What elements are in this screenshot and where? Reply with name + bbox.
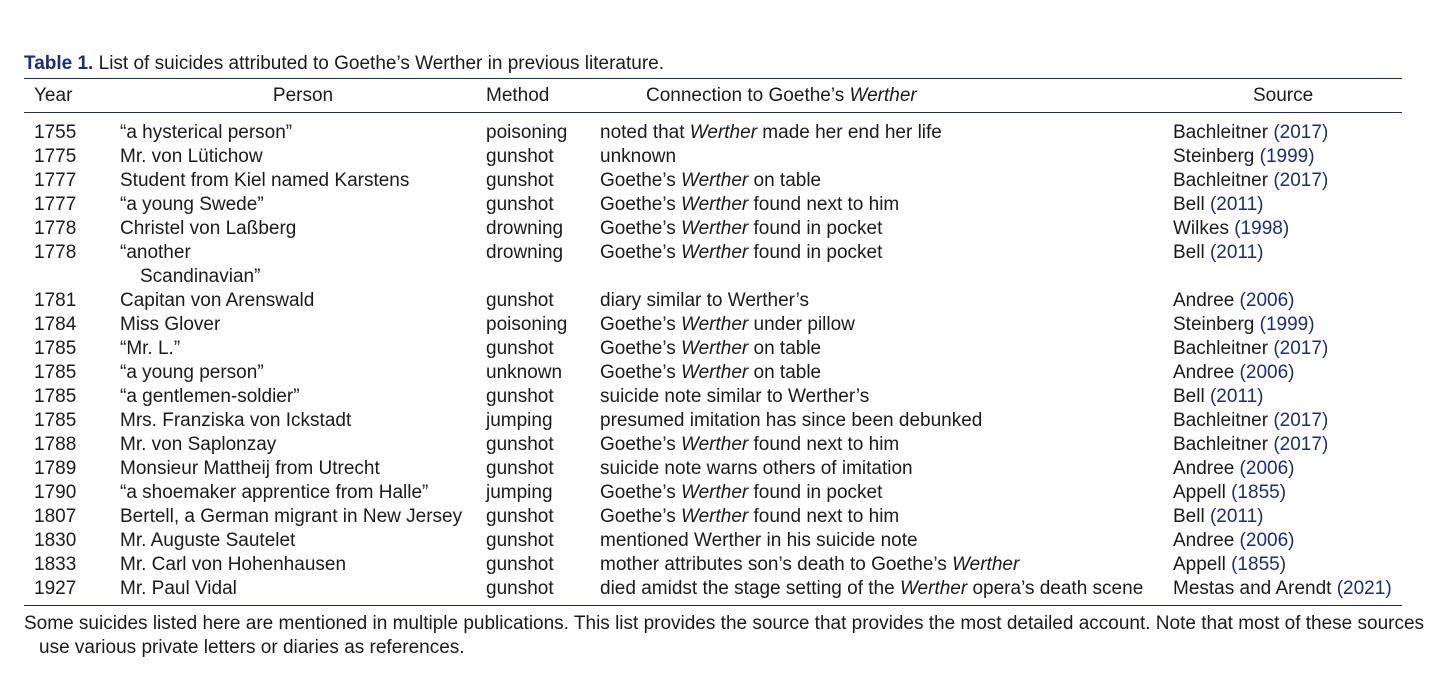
- cell-year: 1778: [34, 218, 77, 239]
- table-row: [24, 529, 1402, 553]
- source-author: Andree: [1173, 458, 1240, 479]
- connection-italic-title: Werther: [689, 122, 758, 143]
- cell-source: [1173, 361, 1402, 385]
- cell-connection: [600, 481, 1173, 505]
- cell-year: 1927: [34, 578, 77, 599]
- cell-year: 1785: [34, 386, 77, 407]
- connection-italic-title: Werther: [680, 482, 749, 503]
- cell-connection: [600, 361, 1173, 385]
- cell-connection: [600, 145, 1173, 169]
- cell-source: [1173, 337, 1402, 361]
- cell-year: 1830: [34, 530, 77, 551]
- cell-year: 1755: [34, 122, 77, 143]
- cell-source: [1173, 241, 1402, 289]
- connection-text: Goethe’s: [600, 482, 681, 503]
- cell-person: Student from Kiel named Karstens: [120, 170, 410, 191]
- cell-year: 1777: [34, 194, 77, 215]
- source-author: Bachleitner: [1173, 434, 1274, 455]
- cell-method: gunshot: [486, 458, 554, 479]
- footnote-line-2: use various private letters or diaries as references.: [39, 637, 465, 658]
- connection-text: presumed imitation has since been debunked: [600, 410, 983, 431]
- cell-connection: [600, 385, 1173, 409]
- table-row: [24, 193, 1402, 217]
- suicides-table: [24, 79, 1402, 112]
- cell-source: [1173, 505, 1402, 529]
- source-year-link[interactable]: (1855): [1231, 554, 1287, 575]
- connection-text: made her end her life: [757, 122, 942, 143]
- source-year-link[interactable]: (2011): [1209, 386, 1264, 407]
- source-year-link[interactable]: (2017): [1273, 170, 1329, 191]
- connection-text: diary similar to Werther’s: [600, 290, 810, 311]
- connection-text: noted that: [600, 122, 690, 143]
- header-source: Source: [1253, 85, 1314, 106]
- connection-text: opera’s death scene: [967, 578, 1144, 599]
- source-year-link[interactable]: (2011): [1209, 194, 1264, 215]
- cell-source: [1173, 409, 1402, 433]
- cell-year: 1777: [34, 170, 77, 191]
- cell-source: [1173, 313, 1402, 337]
- connection-text: found in pocket: [748, 482, 883, 503]
- cell-source: [1173, 217, 1402, 241]
- table-figure: [24, 50, 1425, 660]
- cell-method: gunshot: [486, 506, 554, 527]
- cell-method: jumping: [486, 482, 553, 503]
- cell-source: [1173, 529, 1402, 553]
- table-row: [24, 145, 1402, 169]
- connection-text: found in pocket: [748, 242, 883, 263]
- connection-text: on table: [748, 170, 822, 191]
- source-author: Bell: [1173, 242, 1210, 263]
- cell-method: gunshot: [486, 338, 554, 359]
- cell-connection: [600, 193, 1173, 217]
- source-year-link[interactable]: (2021): [1336, 578, 1392, 599]
- connection-text: mentioned Werther in his suicide note: [600, 530, 918, 551]
- connection-italic-title: Werther: [680, 194, 749, 215]
- cell-connection: [600, 121, 1173, 145]
- cell-year: 1785: [34, 362, 77, 383]
- source-author: Bachleitner: [1173, 338, 1274, 359]
- source-year-link[interactable]: (2011): [1209, 242, 1264, 263]
- connection-text: on table: [748, 338, 822, 359]
- connection-text: Goethe’s: [600, 194, 681, 215]
- cell-source: [1173, 193, 1402, 217]
- source-author: Steinberg: [1173, 146, 1260, 167]
- table-row: [24, 169, 1402, 193]
- connection-italic-title: Werther: [680, 362, 749, 383]
- cell-method: gunshot: [486, 578, 554, 599]
- source-author: Andree: [1173, 362, 1240, 383]
- bottom-rule: [24, 605, 1402, 606]
- cell-person: Miss Glover: [120, 314, 221, 335]
- header-method: Method: [486, 85, 550, 106]
- connection-text: Goethe’s: [600, 434, 681, 455]
- table-row: [24, 289, 1402, 313]
- header-person: Person: [272, 85, 334, 106]
- cell-person: “a young person”: [120, 362, 264, 383]
- cell-connection: [600, 313, 1173, 337]
- source-author: Andree: [1173, 530, 1240, 551]
- cell-year: 1833: [34, 554, 77, 575]
- connection-italic-title: Werther: [680, 242, 749, 263]
- cell-year: 1778: [34, 242, 77, 263]
- cell-source: [1173, 289, 1402, 313]
- cell-source: [1173, 553, 1402, 577]
- cell-person: [120, 241, 486, 289]
- cell-person: “a shoemaker apprentice from Halle”: [120, 482, 429, 503]
- cell-method: poisoning: [486, 122, 568, 143]
- table-row: [24, 457, 1402, 481]
- connection-italic-title: Werther: [680, 314, 749, 335]
- source-author: Bachleitner: [1173, 410, 1274, 431]
- table-row: [24, 553, 1402, 577]
- cell-person: Capitan von Arenswald: [120, 290, 315, 311]
- connection-text: Goethe’s: [600, 506, 681, 527]
- table-row: [24, 481, 1402, 505]
- cell-person: Mr. von Saplonzay: [120, 434, 277, 455]
- connection-italic-title: Werther: [680, 506, 749, 527]
- table-caption: [24, 50, 1402, 78]
- source-year-link[interactable]: (2017): [1273, 410, 1329, 431]
- connection-text: died amidst the stage setting of the: [600, 578, 900, 599]
- header-connection: [600, 79, 1173, 112]
- source-author: Wilkes: [1173, 218, 1235, 239]
- source-year-link[interactable]: (2017): [1273, 122, 1329, 143]
- cell-person-line2: Scandinavian”: [140, 266, 261, 287]
- cell-method: drowning: [486, 242, 564, 263]
- cell-connection: [600, 529, 1173, 553]
- cell-method: gunshot: [486, 170, 554, 191]
- source-author: Mestas and Arendt: [1173, 578, 1337, 599]
- connection-text: Goethe’s: [600, 218, 681, 239]
- footnote-line-1: Some suicides listed here are mentioned in multiple publications. This list provides the source that provides the most detailed account. Note that most of these sources: [24, 613, 1425, 634]
- table-row: [24, 337, 1402, 361]
- source-author: Bell: [1173, 506, 1210, 527]
- cell-method: unknown: [486, 362, 563, 383]
- source-author: Bachleitner: [1173, 122, 1274, 143]
- connection-text: suicide note similar to Werther’s: [600, 386, 870, 407]
- cell-source: [1173, 145, 1402, 169]
- cell-person: Mr. von Lütichow: [120, 146, 263, 167]
- table-row: [24, 121, 1402, 145]
- cell-connection: [600, 217, 1173, 241]
- cell-source: [1173, 121, 1402, 145]
- cell-source: [1173, 169, 1402, 193]
- source-year-link[interactable]: (2006): [1239, 362, 1295, 383]
- cell-connection: [600, 337, 1173, 361]
- table-row: [24, 217, 1402, 241]
- cell-person: Monsieur Mattheij from Utrecht: [120, 458, 380, 479]
- connection-text: on table: [748, 362, 822, 383]
- table-row: [24, 385, 1402, 409]
- cell-source: [1173, 457, 1402, 481]
- spacer-row: [24, 113, 1402, 121]
- source-year-link[interactable]: (2017): [1273, 434, 1329, 455]
- source-year-link[interactable]: (2011): [1209, 506, 1264, 527]
- suicides-table-body: [24, 113, 1402, 601]
- cell-connection: [600, 577, 1173, 601]
- connection-text: found next to him: [748, 194, 900, 215]
- table-label: Table 1.: [24, 53, 94, 74]
- cell-connection: [600, 289, 1173, 313]
- table-title: List of suicides attributed to Goethe’s Werther in previous literature.: [98, 53, 664, 74]
- connection-text: found next to him: [748, 506, 900, 527]
- cell-connection: [600, 169, 1173, 193]
- cell-connection: [600, 505, 1173, 529]
- table-row: [24, 361, 1402, 385]
- source-year-link[interactable]: (1998): [1234, 218, 1290, 239]
- connection-text: found in pocket: [748, 218, 883, 239]
- table-row: [24, 313, 1402, 337]
- connection-italic-title: Werther: [680, 338, 749, 359]
- table-row: [24, 577, 1402, 601]
- connection-text: Goethe’s: [600, 242, 681, 263]
- cell-person: “a young Swede”: [120, 194, 264, 215]
- cell-method: gunshot: [486, 554, 554, 575]
- source-year-link[interactable]: (2006): [1239, 290, 1295, 311]
- cell-connection: [600, 433, 1173, 457]
- table-row: [24, 409, 1402, 433]
- table-row: [24, 433, 1402, 457]
- cell-source: [1173, 385, 1402, 409]
- cell-method: gunshot: [486, 386, 554, 407]
- connection-text: Goethe’s: [600, 362, 681, 383]
- cell-person: “a gentlemen-soldier”: [120, 386, 300, 407]
- cell-method: gunshot: [486, 290, 554, 311]
- source-author: Appell: [1173, 482, 1232, 503]
- cell-year: 1788: [34, 434, 77, 455]
- cell-year: 1807: [34, 506, 77, 527]
- connection-text: Goethe’s: [600, 338, 681, 359]
- cell-year: 1785: [34, 338, 77, 359]
- source-year-link[interactable]: (1855): [1231, 482, 1287, 503]
- table-row: [24, 241, 1402, 289]
- cell-method: jumping: [486, 410, 553, 431]
- header-connection-italic: Werther: [849, 85, 917, 106]
- connection-italic-title: Werther: [899, 578, 968, 599]
- cell-method: drowning: [486, 218, 564, 239]
- cell-person-line1: “another: [120, 242, 191, 263]
- cell-person: Christel von Laßberg: [120, 218, 297, 239]
- cell-source: [1173, 481, 1402, 505]
- header-row: [24, 79, 1402, 112]
- header-year: Year: [34, 85, 73, 106]
- cell-source: [1173, 577, 1402, 601]
- cell-connection: [600, 553, 1173, 577]
- cell-year: 1785: [34, 410, 77, 431]
- cell-method: gunshot: [486, 194, 554, 215]
- source-author: Bachleitner: [1173, 170, 1274, 191]
- connection-text: mother attributes son’s death to Goethe’s: [600, 554, 953, 575]
- cell-person: Mrs. Franziska von Ickstadt: [120, 410, 352, 431]
- connection-text: Goethe’s: [600, 314, 681, 335]
- connection-text: unknown: [600, 146, 677, 167]
- connection-italic-title: Werther: [680, 218, 749, 239]
- cell-person: Mr. Auguste Sautelet: [120, 530, 296, 551]
- cell-connection: [600, 241, 1173, 289]
- cell-person: “a hysterical person”: [120, 122, 293, 143]
- cell-method: gunshot: [486, 434, 554, 455]
- connection-text: suicide note warns others of imitation: [600, 458, 913, 479]
- source-year-link[interactable]: (2006): [1239, 530, 1295, 551]
- cell-method: gunshot: [486, 146, 554, 167]
- cell-connection: [600, 409, 1173, 433]
- cell-connection: [600, 457, 1173, 481]
- table-footnote: [24, 612, 1425, 660]
- cell-person: Mr. Paul Vidal: [120, 578, 237, 599]
- connection-text: Goethe’s: [600, 170, 681, 191]
- source-year-link[interactable]: (1999): [1259, 314, 1315, 335]
- source-author: Steinberg: [1173, 314, 1260, 335]
- cell-method: poisoning: [486, 314, 568, 335]
- cell-method: gunshot: [486, 530, 554, 551]
- cell-person: Bertell, a German migrant in New Jersey: [120, 506, 463, 527]
- connection-text: under pillow: [748, 314, 855, 335]
- connection-italic-title: Werther: [680, 170, 749, 191]
- cell-year: 1790: [34, 482, 77, 503]
- source-year-link[interactable]: (2017): [1273, 338, 1329, 359]
- source-year-link[interactable]: (1999): [1259, 146, 1315, 167]
- cell-person: Mr. Carl von Hohenhausen: [120, 554, 347, 575]
- cell-year: 1784: [34, 314, 77, 335]
- table-row: [24, 505, 1402, 529]
- header-connection-text: Connection to Goethe’s: [646, 85, 850, 106]
- cell-year: 1781: [34, 290, 77, 311]
- connection-italic-title: Werther: [680, 434, 749, 455]
- connection-italic-title: Werther: [952, 554, 1020, 575]
- source-author: Bell: [1173, 194, 1210, 215]
- source-author: Andree: [1173, 290, 1240, 311]
- source-author: Bell: [1173, 386, 1210, 407]
- source-year-link[interactable]: (2006): [1239, 458, 1295, 479]
- cell-person: “Mr. L.”: [120, 338, 181, 359]
- cell-source: [1173, 433, 1402, 457]
- cell-year: 1775: [34, 146, 77, 167]
- cell-year: 1789: [34, 458, 77, 479]
- source-author: Appell: [1173, 554, 1232, 575]
- connection-text: found next to him: [748, 434, 900, 455]
